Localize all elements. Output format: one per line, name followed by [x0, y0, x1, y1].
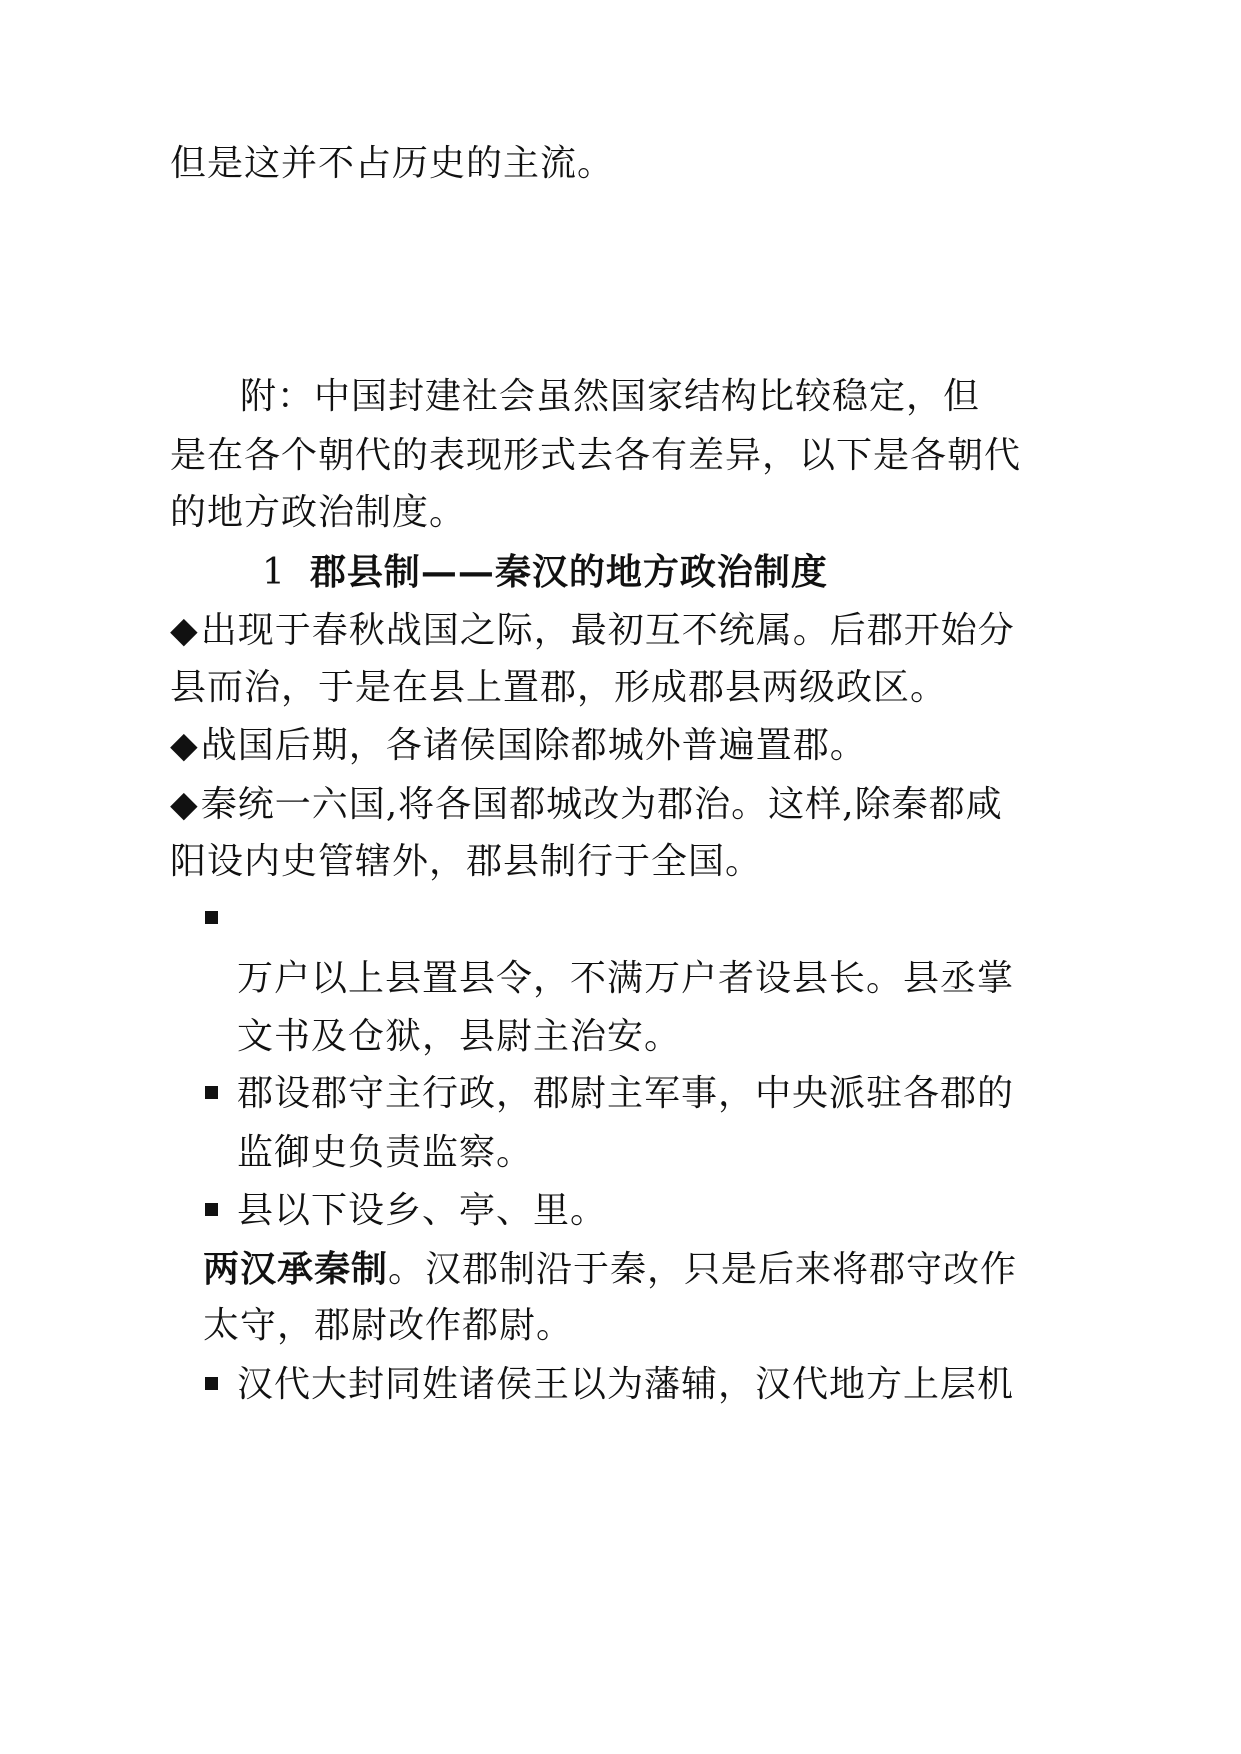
square-bullet-icon [205, 1086, 218, 1099]
list-item-line: 县以下设乡、亭、里。 [237, 1190, 608, 1231]
bold-phrase: 两汉承秦制 [203, 1248, 389, 1290]
list-item-line: 万户以上县置县令，不满万户者设县长。县丞掌 [237, 958, 1015, 999]
bullet-text: 秦统一六国,将各国都城改为郡治。这样,除秦都咸 [200, 784, 1003, 825]
paragraph-line: 附：中国封建社会虽然国家结构比较稳定，但 [240, 376, 981, 417]
square-bullet-icon [205, 1377, 218, 1390]
paragraph-line: 太守，郡尉改作都尉。 [203, 1305, 574, 1346]
diamond-bullet-icon: ◆ [170, 784, 199, 825]
list-item-line: 郡设郡守主行政，郡尉主军事，中央派驻各郡的 [237, 1073, 1015, 1114]
paragraph-text: 。汉郡制沿于秦，只是后来将郡守改作 [388, 1249, 1018, 1290]
square-bullet-icon [205, 1203, 218, 1216]
bullet-text: 出现于春秋战国之际，最初互不统属。后郡开始分 [200, 610, 1015, 651]
heading-text: 郡县制——秦汉的地方政治制度 [309, 551, 828, 593]
bullet-line [170, 722, 867, 770]
list-item-line: 文书及仓狱，县尉主治安。 [237, 1016, 682, 1057]
paragraph-line: 的地方政治制度。 [170, 492, 467, 533]
diamond-bullet-icon: ◆ [170, 725, 199, 766]
heading-number: 1 [262, 552, 286, 593]
paragraph-line: 阳设内史管辖外，郡县制行于全国。 [170, 841, 763, 882]
bullet-line [170, 781, 1003, 829]
list-item-line: 汉代大封同姓诸侯王以为藩辅，汉代地方上层机 [237, 1364, 1015, 1405]
paragraph-line: 但是这并不占历史的主流。 [170, 143, 615, 184]
diamond-bullet-icon: ◆ [170, 610, 199, 651]
list-item-line: 监御史负责监察。 [237, 1132, 534, 1173]
bullet-text: 战国后期，各诸侯国除都城外普遍置郡。 [200, 725, 867, 766]
paragraph-line: 县而治，于是在县上置郡，形成郡县两级政区。 [170, 667, 948, 708]
paragraph-line: 是在各个朝代的表现形式去各有差异，以下是各朝代 [170, 435, 1022, 476]
section-heading [262, 548, 828, 597]
paragraph-line [203, 1245, 1017, 1294]
bullet-line [170, 607, 1015, 655]
square-bullet-icon [205, 911, 218, 924]
